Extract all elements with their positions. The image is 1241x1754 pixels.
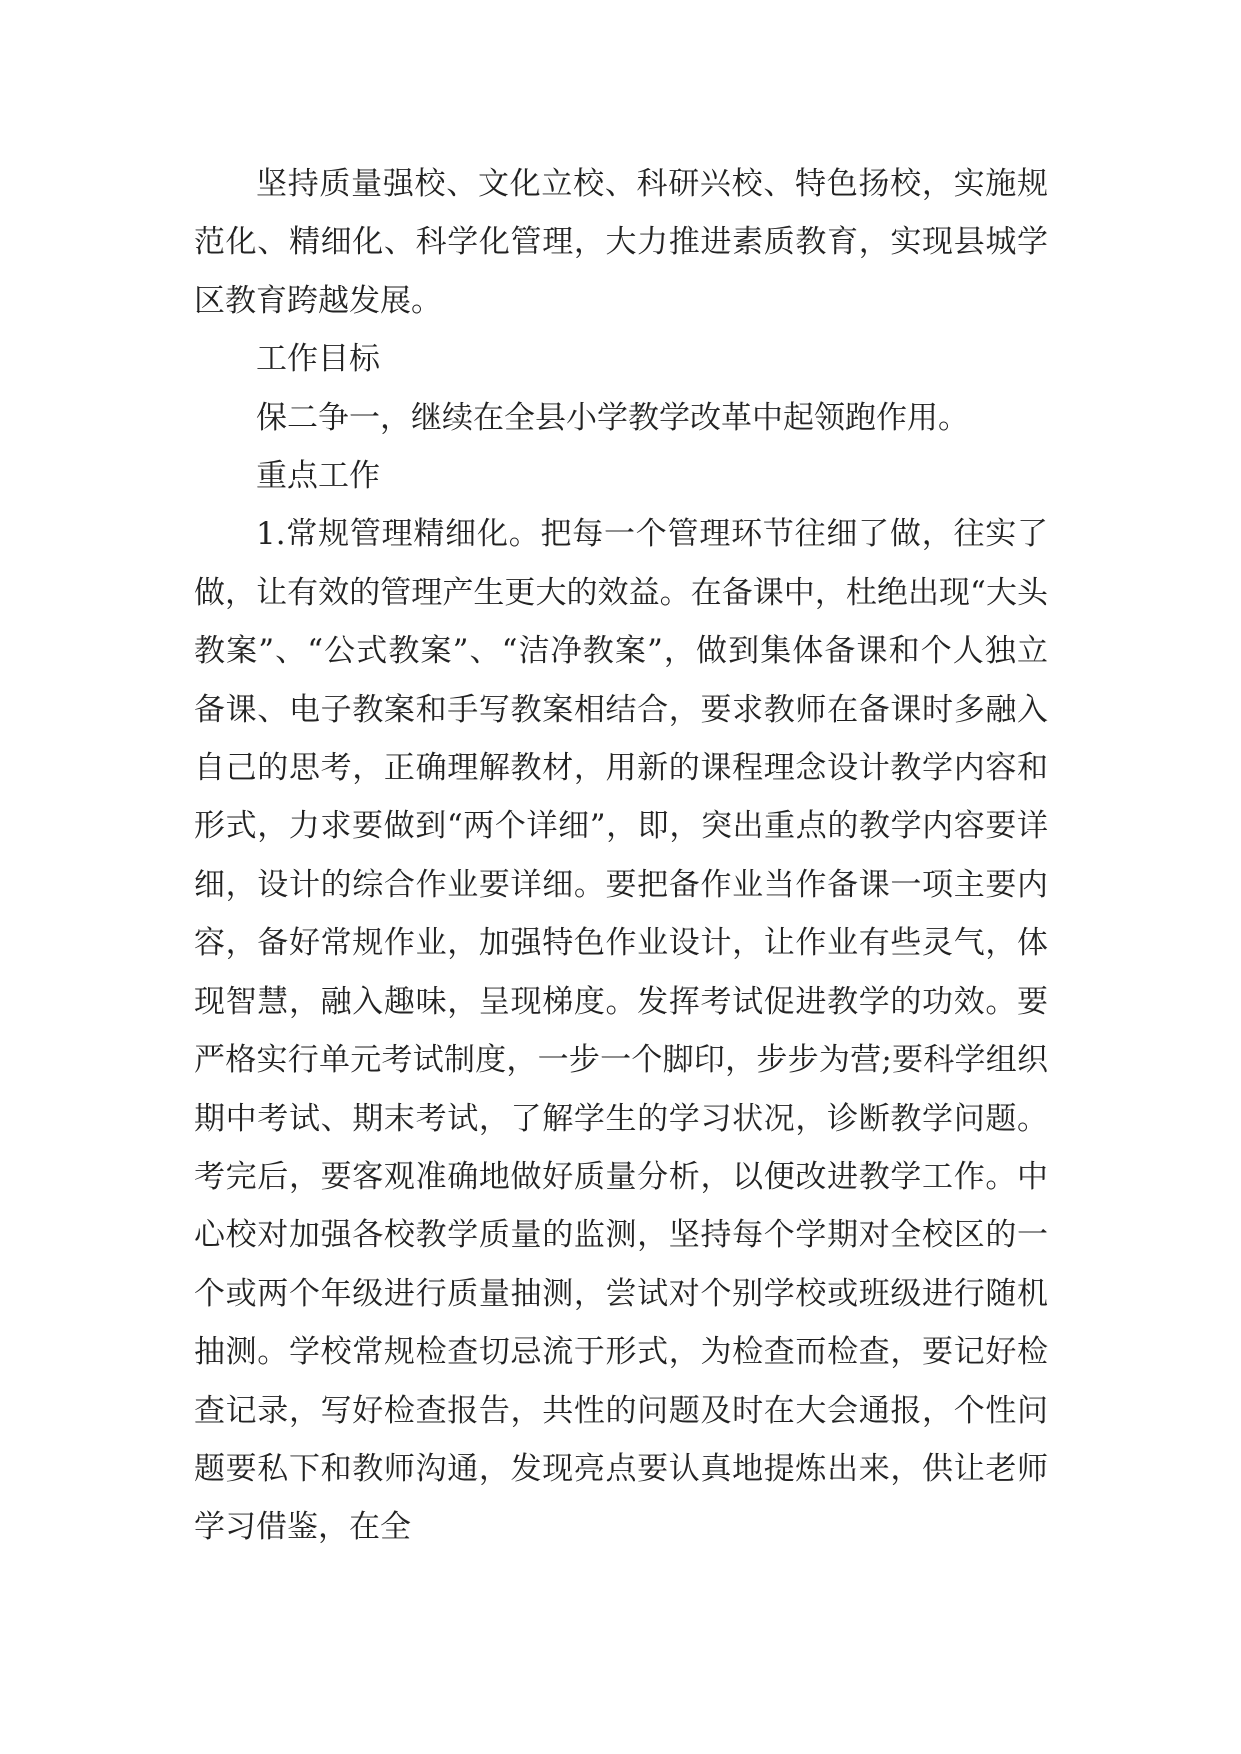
paragraph-routine-management: 1.常规管理精细化。把每一个管理环节往细了做，往实了做，让有效的管理产生更大的效益。在备课中，杜绝出现“大头教案”、“公式教案”、“洁净教案”，做到集体备课和个人独立备课、电子教案和手写教案相结合，要求教师在备课时多融入自己的思考，正确理解教材，用新的课程理念设计教学内容和形式，力求要做到“两个详细”，即，突出重点的教学内容要详细，设计的综合作业要详细。要把备作业当作备课一项主要内容，备好常规作业，加强特色作业设计，让作业有些灵气，体现智慧，融入趣味，呈现梯度。发挥考试促进教学的功效。要严格实行单元考试制度，一步一个脚印，步步为营;要科学组织期中考试、期末考试，了解学生的学习状况，诊断教学问题。考完后，要客观准确地做好质量分析，以便改进教学工作。中心校对加强各校教学质量的监测，坚持每个学期对全校区的一个或两个年级进行质量抽测，尝试对个别学校或班级进行随机抽测。学校常规检查切忌流于形式，为检查而检查，要记好检查记录，写好检查报告，共性的问题及时在大会通报，个性问题要私下和教师沟通，发现亮点要认真地提炼出来，供让老师学习借鉴，在全 (194, 516, 1048, 1546)
paragraph-work-goals: 保二争一，继续在全县小学教学改革中起领跑作用。 (256, 399, 969, 436)
heading-work-goals: 工作目标 (256, 341, 380, 378)
document-body (194, 155, 1048, 1557)
paragraph-guiding-principle: 坚持质量强校、文化立校、科研兴校、特色扬校，实施规范化、精细化、科学化管理，大力推进素质教育，实现县城学区教育跨越发展。 (194, 166, 1048, 319)
heading-key-work: 重点工作 (256, 458, 380, 495)
